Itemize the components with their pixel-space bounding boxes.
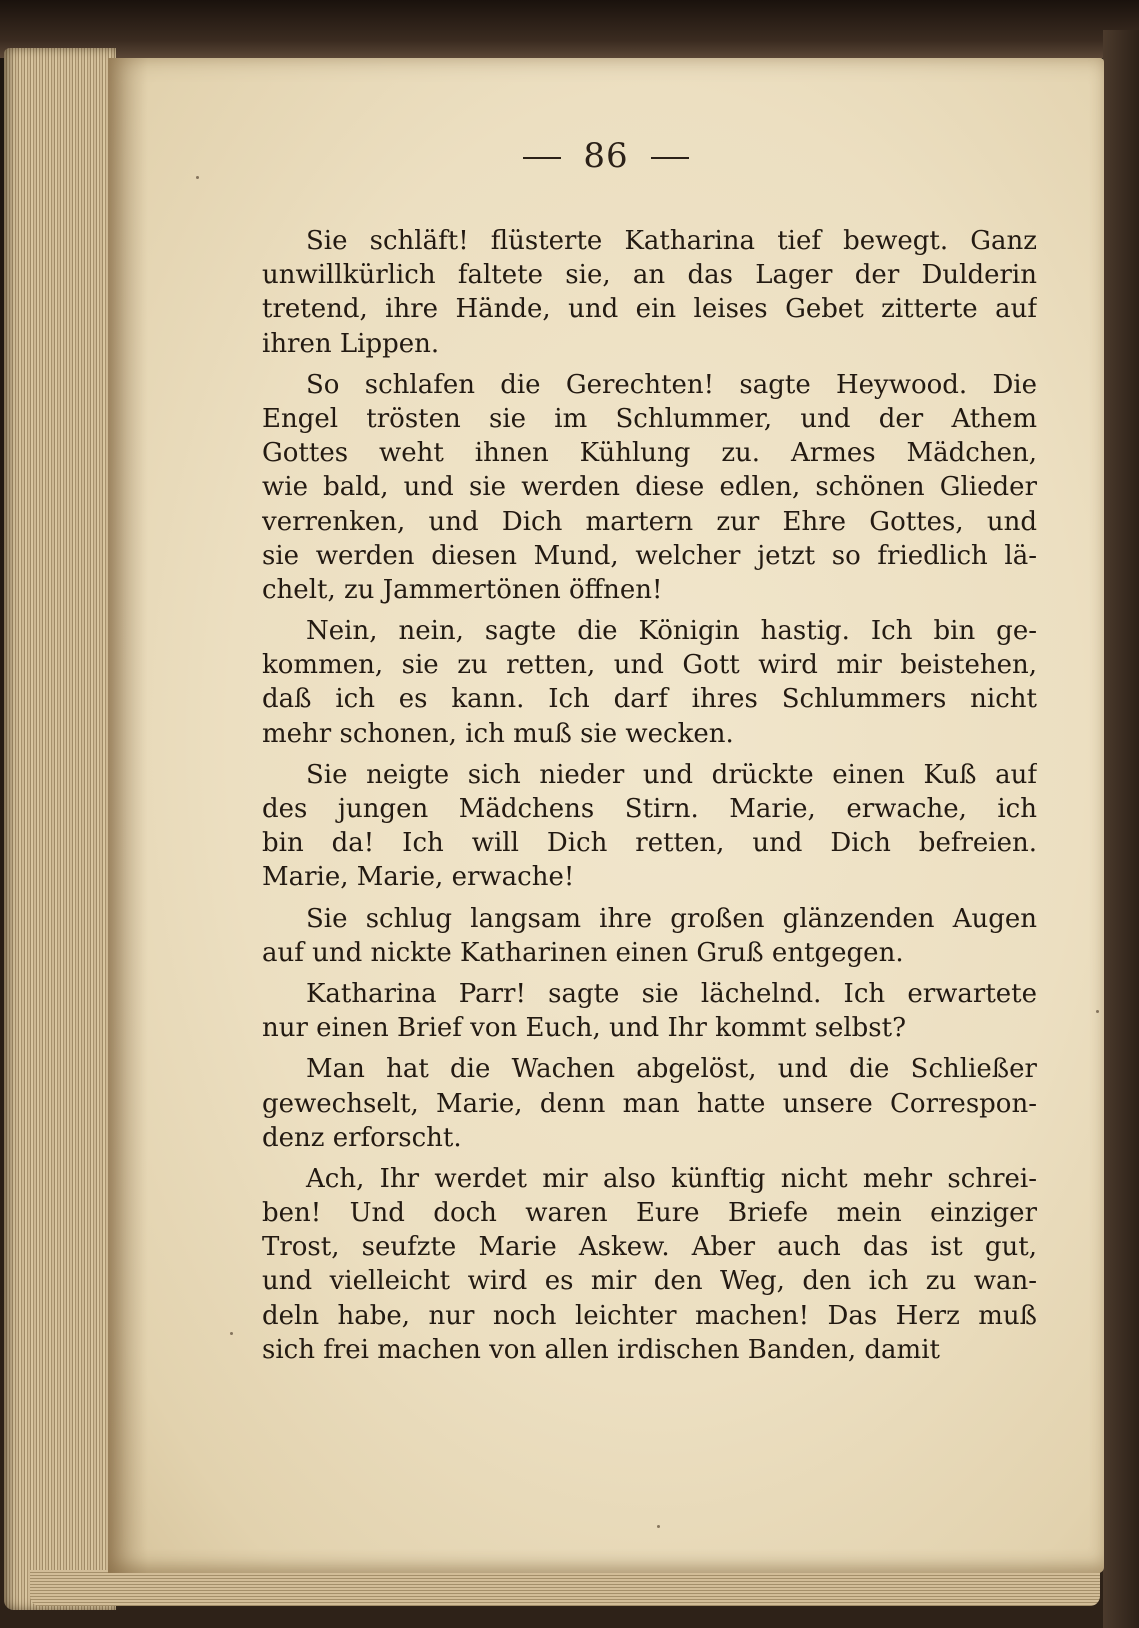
text-line: ihren Lippen. [262, 328, 440, 359]
text-line: Sie schlug langsam ihre großen glänzenden Augen [306, 903, 1037, 934]
paragraph [262, 977, 1037, 1045]
text-line: Man hat die Wachen abgelöst, und die Schließer [306, 1054, 1037, 1085]
paragraph [262, 758, 1037, 895]
page-header [108, 136, 1104, 176]
text-line: bin da! Ich will Dich retten, und Dich befreien. [262, 828, 1037, 859]
text-line: Engel trösten sie im Schlummer, und der Athem [262, 403, 1037, 434]
text-line: sie werden diesen Mund, welcher jetzt so friedlich lä- [262, 540, 1037, 571]
text-line: Katharina Parr! sagte sie lächelnd. Ich erwartete [306, 978, 1037, 1009]
text-line: Nein, nein, sagte die Königin hastig. Ich bin ge- [306, 616, 1037, 647]
text-line: chelt, zu Jammertönen öffnen! [262, 574, 663, 605]
page-edges-bottom [30, 1570, 1100, 1606]
text-line: Sie neigte sich nieder und drückte einen Kuß auf [306, 759, 1037, 790]
text-line: ben! Und doch waren Eure Briefe mein einziger [262, 1198, 1037, 1229]
text-line: unwillkürlich faltete sie, an das Lager der Dulderin [262, 260, 1037, 291]
text-line: Trost, seufzte Marie Askew. Aber auch das ist gut, [262, 1232, 1037, 1263]
paragraph [262, 368, 1037, 607]
paper-speck [196, 176, 199, 179]
paragraph [262, 1162, 1037, 1367]
paper-speck [1096, 1010, 1099, 1013]
paper-speck [657, 1525, 660, 1528]
paragraph [262, 902, 1037, 970]
text-line: gewechselt, Marie, denn man hatte unsere Correspon- [262, 1088, 1037, 1119]
text-line: auf und nickte Katharinen einen Gruß entgegen. [262, 937, 904, 968]
book-cover-right [1103, 30, 1139, 1628]
text-line: kommen, sie zu retten, und Gott wird mir beistehen, [262, 650, 1037, 681]
text-line: nur einen Brief von Euch, und Ihr kommt selbst? [262, 1013, 907, 1044]
book-cover-top [0, 0, 1139, 58]
text-line: Ach, Ihr werdet mir also künftig nicht mehr schrei- [306, 1163, 1037, 1194]
paragraph [262, 224, 1037, 361]
text-line: wie bald, und sie werden diese edlen, schönen Glieder [262, 472, 1037, 503]
text-line: sich frei machen von allen irdischen Banden, damit [262, 1334, 940, 1365]
paper-speck [230, 1332, 233, 1335]
text-line: So schlafen die Gerechten! sagte Heywood. Die [306, 369, 1037, 400]
text-line: verrenken, und Dich martern zur Ehre Gottes, und [262, 506, 1037, 537]
text-line: des jungen Mädchens Stirn. Marie, erwache, ich [262, 794, 1037, 824]
text-line: daß ich es kann. Ich darf ihres Schlummers nicht [262, 684, 1037, 715]
text-line: denz erforscht. [262, 1122, 462, 1153]
text-line: Sie schläft! flüsterte Katharina tief bewegt. Ganz [306, 226, 1037, 256]
body-text [262, 224, 1037, 1374]
text-line: tretend, ihre Hände, und ein leises Gebet zitterte auf [262, 294, 1037, 325]
page-edges-left [4, 48, 116, 1610]
paragraph [262, 614, 1037, 751]
text-line: Gottes weht ihnen Kühlung zu. Armes Mädchen, [262, 438, 1037, 469]
text-line: deln habe, nur noch leichter machen! Das Herz muß [262, 1300, 1037, 1331]
text-line: Marie, Marie, erwache! [262, 862, 575, 893]
page-number: 86 [583, 136, 629, 176]
paragraph [262, 1052, 1037, 1155]
header-dash-left [523, 157, 561, 159]
header-dash-right [651, 157, 689, 159]
text-line: mehr schonen, ich muß sie wecken. [262, 718, 734, 749]
text-line: und vielleicht wird es mir den Weg, den ich zu wan- [262, 1266, 1037, 1297]
